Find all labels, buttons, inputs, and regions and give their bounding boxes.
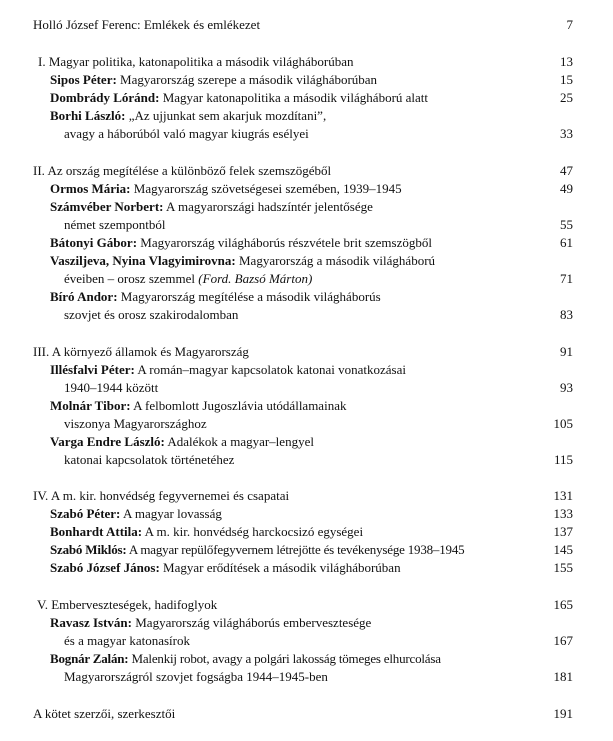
toc-entry-continuation[interactable] [0,415,613,433]
entry-author: Vasziljeva, Nyina Vlagyimirovna: [50,253,236,268]
entry-title: Magyarország világháborús emberveszteségе [135,615,372,630]
section-title: II. Az ország megítélése a különböző felek szemszögéből [33,163,332,178]
toc-entry[interactable] [0,505,613,523]
authors-title: A kötet szerzői, szerkesztői [33,706,176,721]
toc-entry[interactable] [0,252,613,270]
entry-title: Magyar katonapolitika a második világháború alatt [162,90,429,105]
entry-author: Dombrády Lóránd: [50,90,160,105]
entry-author: Sipos Péter: [50,72,117,87]
section-heading[interactable] [0,53,613,71]
page-number: 105 [553,416,573,431]
toc-entry[interactable] [0,614,613,632]
entry-title: A magyar lovasság [122,506,222,521]
page-number: 93 [560,380,573,395]
entry-author: Bátonyi Gábor: [50,235,138,250]
entry-title: 1940–1944 között [64,380,159,395]
toc-entry[interactable] [0,198,613,216]
entry-author: Molnár Tibor: [50,398,131,413]
toc-entry-continuation[interactable] [0,632,613,650]
intro-entry[interactable] [0,16,613,34]
section-title: III. A környező államok és Magyarország [33,344,249,359]
entry-title: avagy a háborúból való magyar kiugrás esélyei [64,126,309,141]
toc-entry-continuation[interactable] [0,451,613,469]
page-number: 181 [553,669,573,684]
entry-author: Szabó Miklós: [50,542,127,557]
authors-entry[interactable] [0,705,613,723]
toc-entry-continuation[interactable] [0,125,613,143]
entry-title: A magyarországi hadszíntér jelentősége [166,199,373,214]
entry-title: Emlékek és emlékezet [143,17,261,32]
toc-entry[interactable] [0,361,613,379]
toc-entry-continuation[interactable] [0,270,613,288]
entry-title: Magyarország a második világháború [239,253,436,268]
page-number: 191 [553,706,573,721]
entry-title: és a magyar katonasírok [64,633,190,648]
section-title: IV. A m. kir. honvédség fegyvernemei és csapatai [33,488,290,503]
page-number: 167 [553,633,573,648]
entry-title: Malenkij robot, avagy a polgári lakosság tömeges elhurcolása [131,651,441,666]
entry-title: A m. kir. honvédség harckocsizó egységei [144,524,364,539]
entry-title: Magyar erődítések a második világháborúban [163,560,401,575]
page-number: 25 [560,90,573,105]
section-heading[interactable] [0,487,613,505]
section-heading[interactable] [0,162,613,180]
toc-entry[interactable] [0,433,613,451]
page-number: 145 [553,542,573,557]
entry-author: Holló József Ferenc: [33,17,141,32]
page-number: 137 [553,524,573,539]
toc-entry[interactable] [0,650,613,668]
entry-author: Illésfalvi Péter: [50,362,135,377]
page-number: 61 [560,235,573,250]
translator-note: (Ford. Bazsó Márton) [198,271,313,286]
entry-title: Magyarországról szovjet fogságba 1944–1945-ben [64,669,328,684]
entry-author: Ormos Mária: [50,181,131,196]
toc-entry[interactable] [0,89,613,107]
entry-title: katonai kapcsolatok történetéhez [64,452,235,467]
section-title: I. Magyar politika, katonapolitika a második világháborúban [38,54,354,69]
entry-author: Bíró Andor: [50,289,118,304]
toc-entry[interactable] [0,107,613,125]
entry-author: Varga Endre László: [50,434,165,449]
page-number: 115 [553,452,573,467]
toc-entry[interactable] [0,71,613,89]
entry-author: Szabó Péter: [50,506,121,521]
entry-author: Számvéber Norbert: [50,199,164,214]
toc-entry-continuation[interactable] [0,379,613,397]
entry-title: A felbomlott Jugoszlávia utódállamainak [133,398,347,413]
page-number: 71 [560,271,573,286]
entry-title: A román–magyar kapcsolatok katonai vonatkozásai [137,362,406,377]
section-title: V. Emberveszteségek, hadifoglyok [37,597,218,612]
entry-title: „Az ujjunkat sem akarjuk mozdítani”, [128,108,327,123]
section-heading[interactable] [0,596,613,614]
entry-author: Szabó József János: [50,560,160,575]
page-number: 131 [553,488,573,503]
page-number: 47 [560,163,573,178]
toc-entry[interactable] [0,523,613,541]
entry-author: Bognár Zalán: [50,651,129,666]
entry-author: Borhi László: [50,108,126,123]
entry-title: szovjet és orosz szakirodalomban [64,307,239,322]
entry-author: Ravasz István: [50,615,132,630]
page-number: 7 [566,17,573,32]
page-number: 91 [560,344,573,359]
page-number: 15 [560,72,573,87]
entry-title: A magyar repülőfegyvernem létrejötte és tevékenysége 1938–1945 [128,542,465,557]
entry-title: viszonya Magyarországhoz [64,416,207,431]
entry-title: Magyarország szövetségesei szemében, 1939–1945 [133,181,402,196]
toc-entry-continuation[interactable] [0,306,613,324]
page-number: 133 [553,506,573,521]
toc-entry[interactable] [0,180,613,198]
toc-entry[interactable] [0,288,613,306]
entry-title: Magyarország világháborús részvétele brit szemszögből [140,235,432,250]
toc-entry-continuation[interactable] [0,216,613,234]
page-number: 155 [553,560,573,575]
page-number: 83 [560,307,573,322]
page-number: 13 [560,54,573,69]
toc-entry[interactable] [0,234,613,252]
page-number: 49 [560,181,573,196]
entry-title: német szempontból [64,217,166,232]
entry-title: Magyarország megítélése a második világháborús [120,289,381,304]
entry-title: Magyarország szerepe a második világháborúban [120,72,378,87]
toc-entry[interactable] [0,541,613,559]
toc-entry[interactable] [0,397,613,415]
entry-author: Bonhardt Attila: [50,524,143,539]
page-number: 33 [560,126,573,141]
entry-title: Adalékok a magyar–lengyel [167,434,314,449]
toc-entry-continuation[interactable] [0,668,613,686]
page-number: 165 [553,597,573,612]
toc-entry[interactable] [0,559,613,577]
page-number: 55 [560,217,573,232]
entry-title: éveiben – orosz szemmel [64,271,196,286]
section-heading[interactable] [0,343,613,361]
